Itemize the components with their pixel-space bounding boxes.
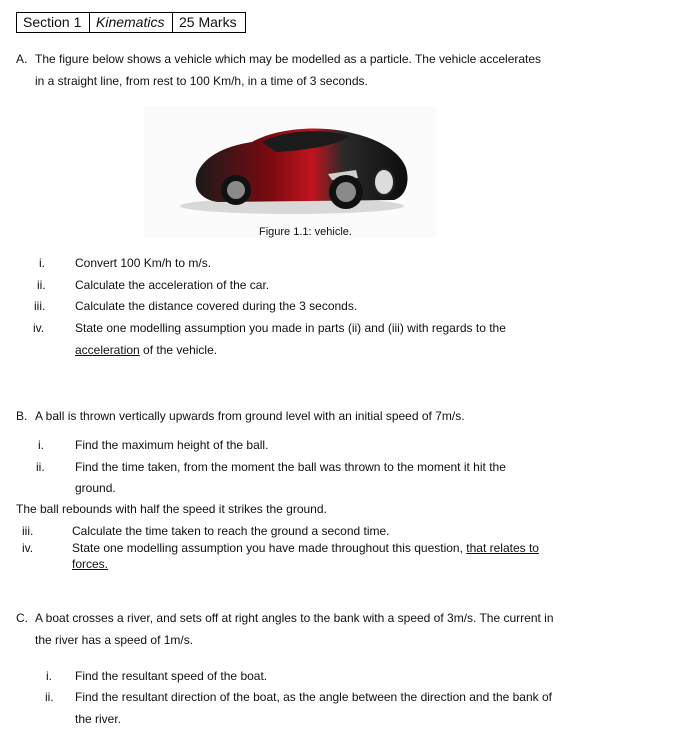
b-rebound: The ball rebounds with half the speed it strikes the ground. — [16, 502, 327, 516]
car-image — [144, 106, 436, 238]
a-item2-text: Calculate the acceleration of the car. — [75, 278, 270, 292]
section-header — [16, 12, 246, 33]
b-item4-main: State one modelling assumption you have made throughout this question, — [72, 541, 467, 555]
part-c-letter: C. — [16, 611, 28, 625]
a-item4-cont — [75, 343, 217, 357]
part-b-letter: B. — [16, 409, 28, 423]
marks-label: 25 Marks — [179, 14, 237, 30]
part-b-line1: A ball is thrown vertically upwards from ground level with an initial speed of 7m/s. — [35, 409, 465, 423]
a-item4-underlined: acceleration — [75, 343, 140, 357]
a-item1-text: Convert 100 Km/h to m/s. — [75, 256, 212, 270]
b-item2-text: Find the time taken, from the moment the ball was thrown to the moment it hit the — [75, 460, 506, 474]
b-item2-num: ii. — [36, 460, 45, 474]
b-item4-underlined: that relates to — [466, 541, 539, 555]
part-c-line2: the river has a speed of 1m/s. — [35, 633, 194, 647]
b-item3-num: iii. — [22, 524, 34, 538]
section-label: Section 1 — [17, 13, 90, 32]
b-item1-text: Find the maximum height of the ball. — [75, 438, 269, 452]
c-item2-num: ii. — [45, 690, 54, 704]
a-item4-text: State one modelling assumption you made in parts (ii) and (iii) with regards to the — [75, 321, 506, 335]
part-a-letter: A. — [16, 52, 28, 66]
b-item4-text — [72, 541, 539, 555]
c-item2-cont: the river. — [75, 712, 122, 726]
a-item1-num: i. — [39, 256, 45, 270]
b-item1-num: i. — [38, 438, 44, 452]
a-item4-rest: of the vehicle. — [139, 343, 218, 357]
figure-caption: Figure 1.1: vehicle. — [259, 226, 352, 238]
a-item4-num: iv. — [33, 321, 45, 335]
c-item1-num: i. — [46, 669, 52, 683]
b-item4-num: iv. — [22, 541, 34, 555]
c-item1-text: Find the resultant speed of the boat. — [75, 669, 268, 683]
part-c-line1: A boat crosses a river, and sets off at right angles to the bank with a speed of 3m/s. The current in — [35, 611, 554, 625]
a-item3-num: iii. — [34, 299, 46, 313]
b-item2-cont: ground. — [75, 481, 116, 495]
b-item3-text: Calculate the time taken to reach the ground a second time. — [72, 524, 390, 538]
a-item3-text: Calculate the distance covered during the 3 seconds. — [75, 299, 358, 313]
c-item2-text: Find the resultant direction of the boat, as the angle between the direction and the bank of — [75, 690, 552, 704]
vehicle-figure — [144, 106, 436, 238]
topic-label: Kinematics — [90, 13, 173, 32]
part-a-line1: The figure below shows a vehicle which may be modelled as a particle. The vehicle accelerates — [35, 52, 542, 66]
b-item4-cont: forces. — [72, 557, 109, 571]
a-item2-num: ii. — [37, 278, 46, 292]
part-a-line2: in a straight line, from rest to 100 Km/h, in a time of 3 seconds. — [35, 74, 368, 88]
